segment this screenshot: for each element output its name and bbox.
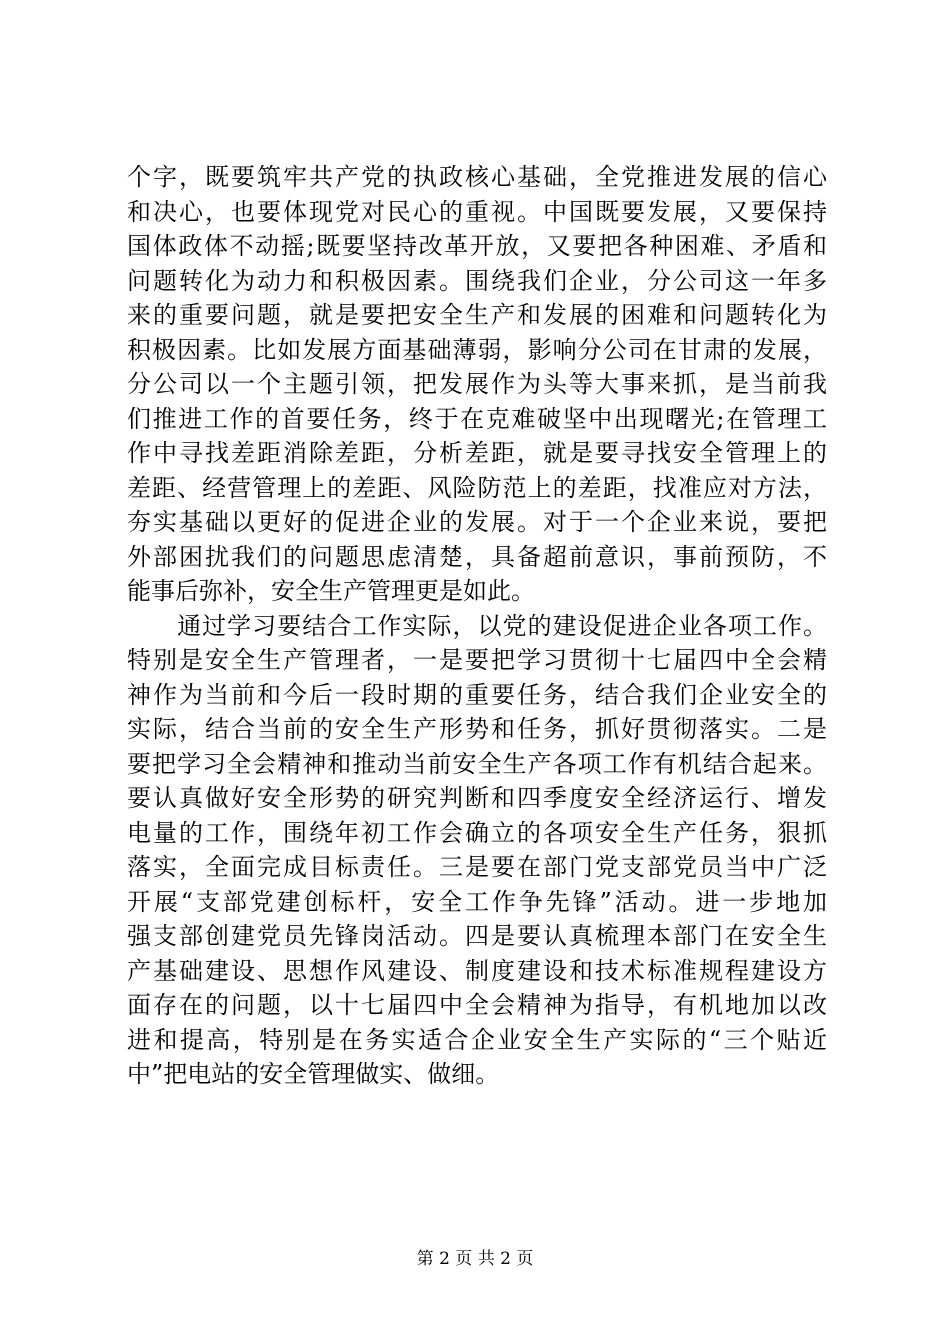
text-line: 通过学习要结合工作实际，以党的建设促进企业各项工作。 [127,611,827,640]
text-line: 面存在的问题，以十七届四中全会精神为指导，有机地加以改 [127,991,827,1019]
text-line: 进和提高，特别是在务实适合企业安全生产实际的“三个贴近 [127,1025,827,1054]
text-line: 来的重要问题，就是要把安全生产和发展的困难和问题转化为 [127,301,827,329]
text-line: 产基础建设、思想作风建设、制度建设和技术标准规程建设方 [127,956,827,985]
text-line: 电量的工作，围绕年初工作会确立的各项安全生产任务，狠抓 [127,818,827,847]
document-body [127,160,827,1092]
text-line: 个字，既要筑牢共产党的执政核心基础，全党推进发展的信心 [127,163,827,191]
text-line: 中”把电站的安全管理做实、做细。 [127,1060,500,1088]
text-line: 国体政体不动摇;既要坚持改革开放，又要把各种困难、矛盾和 [127,232,827,260]
text-line: 们推进工作的首要任务，终于在克难破坚中出现曙光;在管理工 [127,404,827,433]
text-line: 实际，结合当前的安全生产形势和任务，抓好贯彻落实。二是 [127,715,827,743]
text-line: 问题转化为动力和积极因素。围绕我们企业，分公司这一年多 [127,266,827,295]
text-line: 落实，全面完成目标责任。三是要在部门党支部党员当中广泛 [127,853,827,881]
text-line: 强支部创建党员先锋岗活动。四是要认真梳理本部门在安全生 [127,922,827,950]
text-line: 和决心，也要体现党对民心的重视。中国既要发展，又要保持 [127,197,827,226]
text-line: 作中寻找差距消除差距，分析差距，就是要寻找安全管理上的 [127,439,827,467]
text-line: 神作为当前和今后一段时期的重要任务，结合我们企业安全的 [127,680,827,709]
text-line: 要把学习全会精神和推动当前安全生产各项工作有机结合起来。 [127,749,827,778]
page-footer [0,1244,950,1269]
text-line: 能事后弥补，安全生产管理更是如此。 [127,577,535,605]
text-line: 夯实基础以更好的促进企业的发展。对于一个企业来说，要把 [127,508,827,536]
text-line: 积极因素。比如发展方面基础薄弱，影响分公司在甘肃的发展， [127,335,827,364]
page-number-label: 第 2 页 共 2 页 [416,1249,534,1269]
text-line: 特别是安全生产管理者，一是要把学习贯彻十七届四中全会精 [127,646,827,674]
text-line: 分公司以一个主题引领，把发展作为头等大事来抓，是当前我 [127,370,827,398]
text-line: 差距、经营管理上的差距、风险防范上的差距，找准应对方法， [127,473,827,502]
text-line: 开展“支部党建创标杆，安全工作争先锋”活动。进一步地加 [127,887,827,916]
text-line: 要认真做好安全形势的研究判断和四季度安全经济运行、增发 [127,784,827,812]
text-line: 外部困扰我们的问题思虑清楚，具备超前意识，事前预防，不 [127,542,827,571]
